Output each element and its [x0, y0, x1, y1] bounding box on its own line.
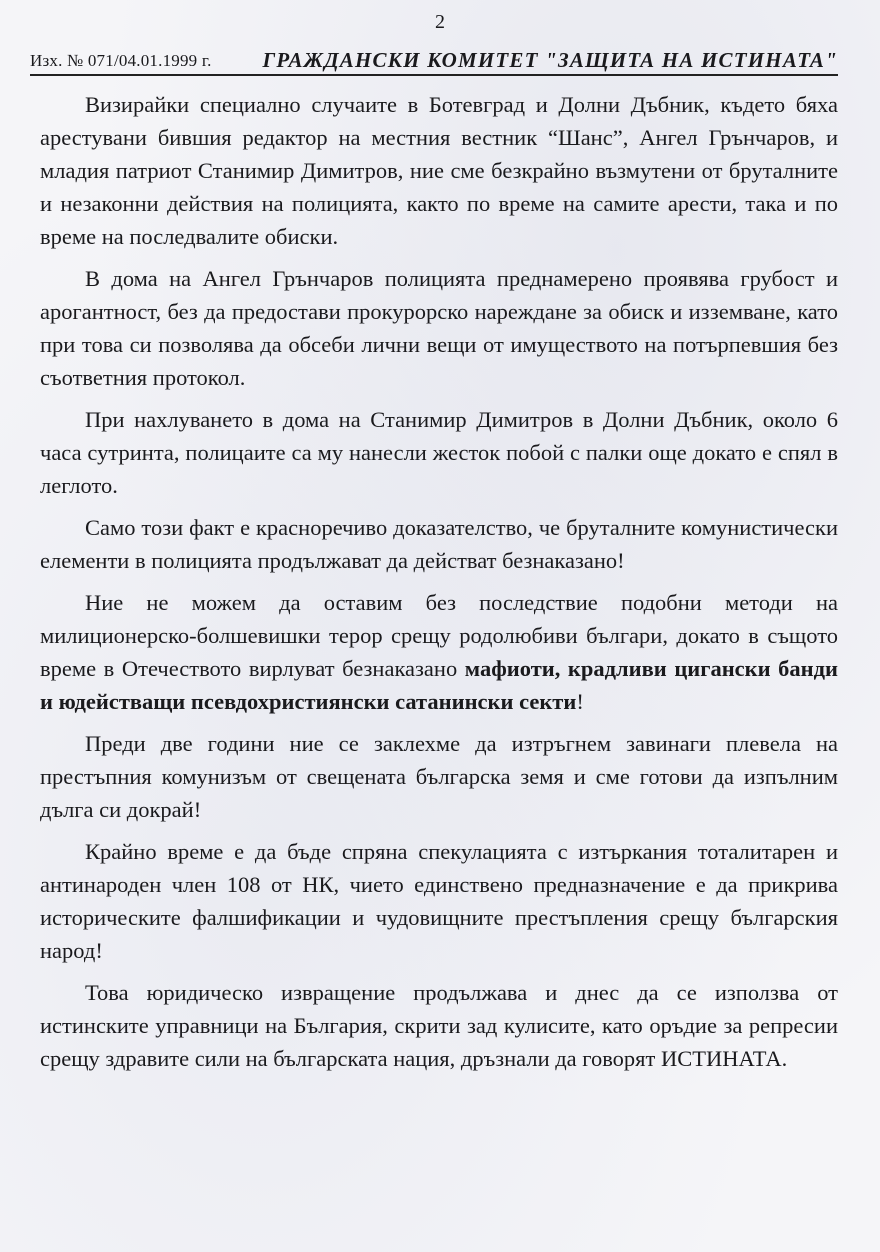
paragraph-5 — [40, 586, 838, 718]
paragraph-1: Визирайки специално случаите в Ботевград и Долни Дъбник, където бяха арестувани бившия редактор на местния вестник “Шанс”, Ангел Грънчаров, и младия патриот Станимир Димитров, ние сме безкрайно възмутени от бруталните и незаконни действия на полицията, както по време на самите арести, така и по време на последвалите обиски. — [40, 92, 838, 249]
page-number: 2 — [435, 11, 445, 33]
paragraph-2: В дома на Ангел Грънчаров полицията преднамерено проявява грубост и арогантност, без да предостави прокурорско нареждане за обиск и изземване, като при това си позволява да обсеби лични вещи от имуществото на потърпевшия без съответния протокол. — [40, 266, 838, 390]
paragraph-5-ending: ! — [576, 689, 584, 714]
paragraph-7: Крайно време е да бъде спряна спекулацията с изтъркания тоталитарен и антинароден член 108 от НК, чието единствено предназначение е да прикрива историческите фалшификации и чудовищните престъпления срещу българския народ! — [40, 839, 838, 963]
paragraph-3: При нахлуването в дома на Станимир Димитров в Долни Дъбник, около 6 часа сутринта, полицаите са му нанесли жесток побой с палки още докато е спял в леглото. — [40, 407, 838, 498]
paragraph-5-text: Ние не можем да оставим без последствие подобни методи на милиционерско-болшевишки терор срещу родолюбиви българи, докато в същото време в Отечеството вирлуват безнаказано — [40, 590, 838, 681]
paragraph-4: Само този факт е красноречиво доказателство, че бруталните комунистически елементи в полицията продължават да действат безнаказано! — [40, 515, 838, 573]
organization-name: ГРАЖДАНСКИ КОМИТЕТ "ЗАЩИТА НА ИСТИНАТА" — [262, 48, 838, 72]
letter-body — [40, 88, 838, 1084]
paragraph-8: Това юридическо извращение продължава и днес да се използва от истинските управници на България, скрити зад кулисите, като оръдие за репресии срещу здравите сили на българската нация, дръзнали да говорят ИСТИНАТА. — [40, 980, 838, 1071]
letter-header — [30, 46, 838, 76]
header-rule — [30, 74, 838, 76]
paragraph-6: Преди две години ние се заклехме да изтръгнем завинаги плевела на престъпния комунизъм от свещената българска земя и сме готови да изпълним дълга си докрай! — [40, 731, 838, 822]
paragraph-5-emphasis: мафиоти, крадливи цигански банди и юдействащи псевдохристиянски сатанински секти — [40, 656, 838, 714]
outgoing-reference-number: Изх. № 071/04.01.1999 г. — [30, 51, 212, 70]
